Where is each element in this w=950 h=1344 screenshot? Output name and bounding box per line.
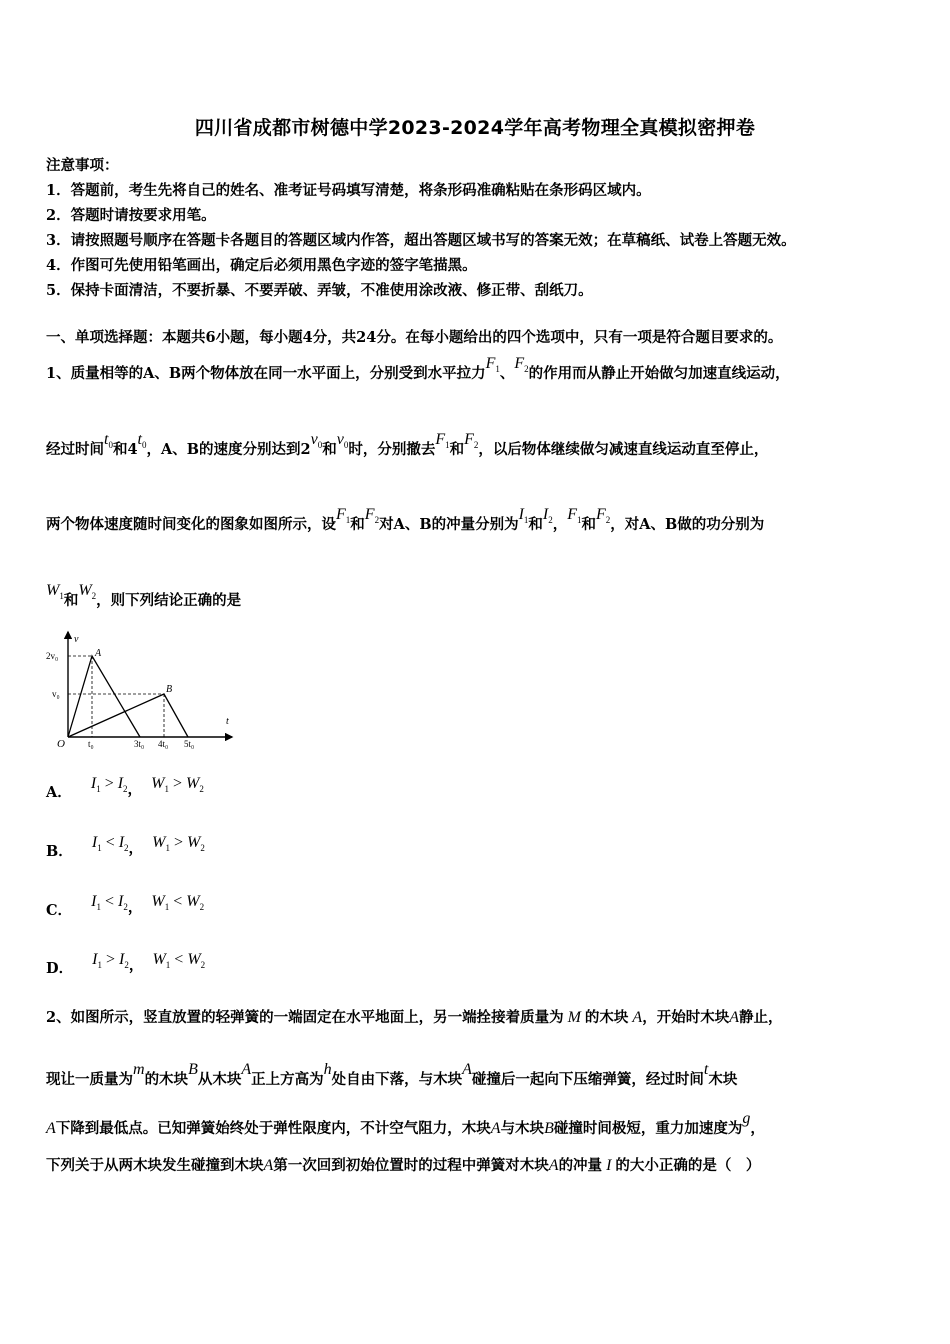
q1-line-2: 经过时间$t_0$和$4t_0$，A、B的速度分别达到$2v_0$和$v_0$时，分别撤去$F_1$和$F_2$，以后物体继续做匀减速直线运动直至停止，: [46, 431, 769, 458]
notice-item: 5．保持卡面清洁，不要折暴、不要弄破、弄皱，不准使用涂改液、修正带、刮纸刀。: [46, 282, 593, 299]
y-tick-label: 2v₀: [46, 651, 59, 661]
x-tick-label: t₀: [88, 739, 94, 749]
notice-item: 1．答题前，考生先将自己的姓名、准考证号码填写清楚，将条形码准确粘贴在条形码区域内。: [46, 182, 651, 199]
q1-line-3: 两个物体速度随时间变化的图象如图所示，设$F_1$和$F_2$对A、B的冲量分别为$I_1$和$I_2$，$F_1$和$F_2$，对A、B做的功分别为: [46, 506, 765, 533]
y-tick-label: v₀: [52, 689, 60, 699]
page-title: 四川省成都市树德中学2023-2024学年高考物理全真模拟密押卷: [194, 117, 756, 139]
q2-line-1: 2、如图所示，竖直放置的轻弹簧的一端固定在水平地面上，另一端拴接着质量为 M 的木块 A，开始时木块A静止，: [46, 1009, 783, 1026]
x-tick-label: 4t₀: [158, 739, 169, 749]
q1-line-1: 1、质量相等的A、B两个物体放在同一水平面上，分别受到水平拉力$F_1$、$F_2$的作用而从静止开始做匀加速直线运动，: [46, 355, 790, 382]
notice-item: 2．答题时请按要求用笔。: [46, 207, 216, 224]
notice-item: 4．作图可先使用铅笔画出，确定后必须用黑色字迹的签字笔描黑。: [46, 257, 477, 274]
velocity-time-graph: [44, 626, 244, 750]
point-b-label: B: [166, 684, 173, 695]
option-c[interactable]: C． $I_1 < I_2$， $W_1 < W_2$: [46, 893, 205, 919]
q1-line-4: $W_1$和$W_2$，则下列结论正确的是: [46, 582, 242, 609]
graph-line-a: [68, 656, 140, 737]
x-axis-label: t: [226, 716, 229, 727]
q2-line-2: 现让一质量为m的木块B从木块A正上方高为h处自由下落，与木块A碰撞后一起向下压缩弹簧，经过时间t木块: [46, 1061, 738, 1088]
option-b[interactable]: B． $I_1 < I_2$， $W_1 > W_2$: [46, 834, 205, 860]
x-tick-label: 3t₀: [134, 739, 145, 749]
notice-heading: 注意事项：: [46, 157, 119, 174]
point-a-label: A: [95, 648, 102, 659]
notice-item: 3．请按照题号顺序在答题卡各题目的答题区域内作答，超出答题区域书写的答案无效；在草稿纸、试卷上答题无效。: [46, 232, 796, 249]
q2-line-4: 下列关于从两木块发生碰撞到木块A第一次回到初始位置时的过程中弹簧对木块A的冲量 I 的大小正确的是（ ）: [46, 1157, 761, 1174]
x-tick-label: 5t₀: [184, 739, 195, 749]
origin-label: O: [57, 738, 65, 750]
q2-line-3: A下降到最低点。已知弹簧始终处于弹性限度内，不计空气阻力，木块A与木块B碰撞时间极短，重力加速度为g，: [46, 1110, 765, 1137]
section-heading: 一、单项选择题：本题共6小题，每小题4分，共24分。在每小题给出的四个选项中，只有一项是符合题目要求的。: [46, 329, 783, 346]
option-a[interactable]: A． $I_1 > I_2$， $W_1 > W_2$: [46, 775, 204, 801]
option-d[interactable]: D． $I_1 > I_2$， $W_1 < W_2$: [46, 951, 206, 977]
y-axis-label: v: [74, 634, 79, 645]
